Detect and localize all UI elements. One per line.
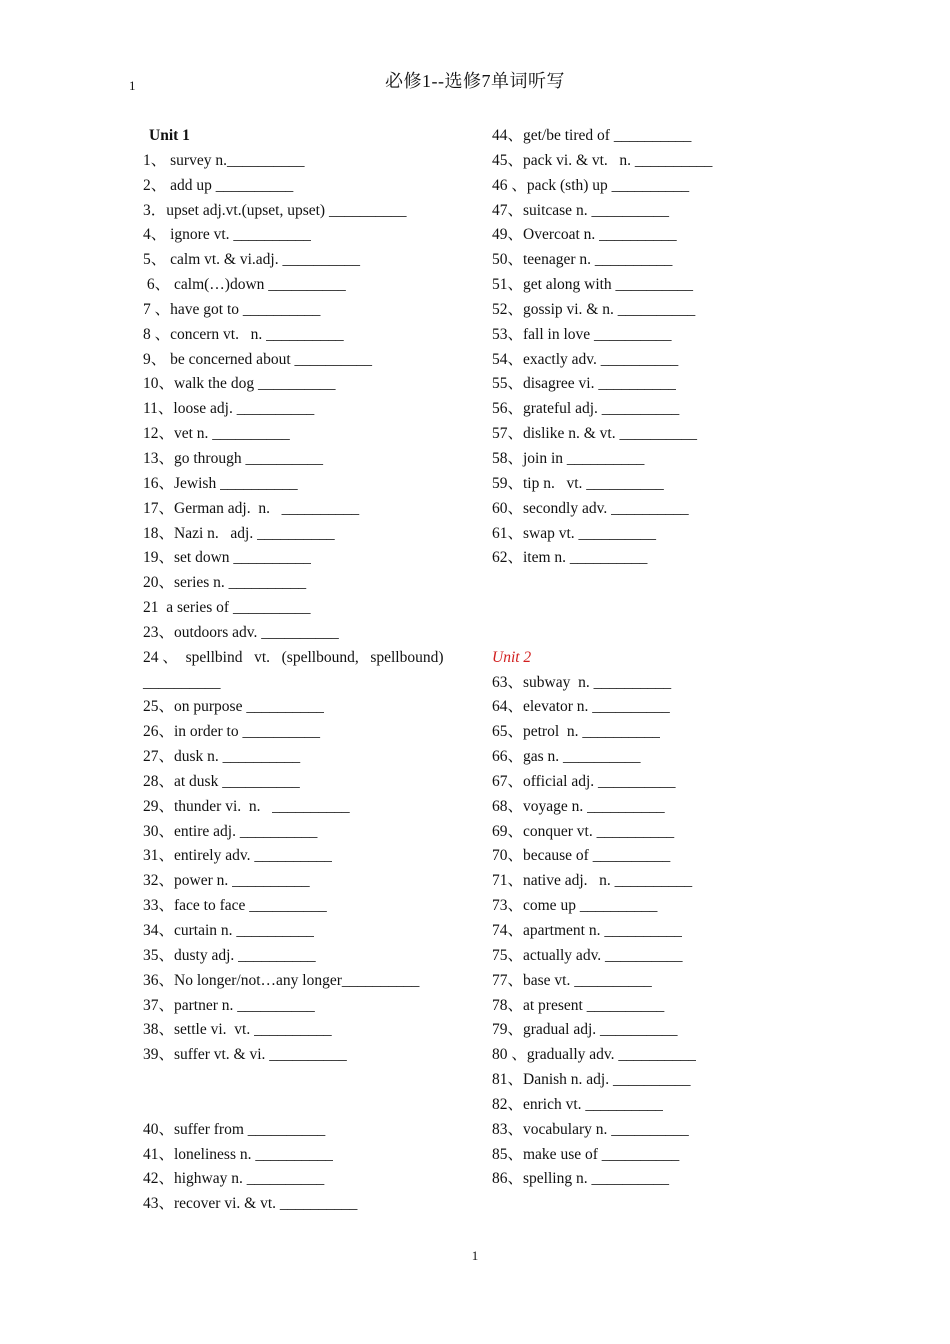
vocab-item: 17、German adj. n. __________ <box>143 499 360 517</box>
vocab-item: 47、suitcase n. __________ <box>492 201 669 219</box>
vocab-item: 2、 add up __________ <box>143 176 294 194</box>
vocab-item: 7 、have got to __________ <box>143 300 321 318</box>
spacer <box>143 1068 473 1118</box>
vocab-item: 61、swap vt. __________ <box>492 524 657 542</box>
vocab-item: 82、enrich vt. __________ <box>492 1095 663 1113</box>
vocab-item: 33、face to face __________ <box>143 897 327 915</box>
spacer <box>492 571 822 621</box>
vocab-item: 75、actually adv. __________ <box>492 946 683 964</box>
vocab-item: 9、 be concerned about __________ <box>143 350 372 368</box>
vocab-item: 63、subway n. __________ <box>492 673 672 691</box>
vocab-item: 78、at present __________ <box>492 996 665 1014</box>
vocab-item: 66、gas n. __________ <box>492 748 641 766</box>
vocab-item: 64、elevator n. __________ <box>492 698 670 716</box>
vocab-item: 46 、pack (sth) up __________ <box>492 176 690 194</box>
vocab-item: 60、secondly adv. __________ <box>492 499 689 517</box>
vocab-item: 59、tip n. vt. __________ <box>492 474 664 492</box>
vocab-item: 56、grateful adj. __________ <box>492 400 680 418</box>
vocab-item: 35、dusty adj. __________ <box>143 946 316 964</box>
vocab-item: 77、base vt. __________ <box>492 971 652 989</box>
vocab-item: 16、Jewish __________ <box>143 474 298 492</box>
vocab-item: 3．upset adj.vt.(upset, upset) __________ <box>143 201 407 219</box>
page-number-top: 1 <box>129 78 136 93</box>
vocab-item: 55、disagree vi. __________ <box>492 375 676 393</box>
vocab-item: 65、petrol n. __________ <box>492 723 660 741</box>
vocab-item: 19、set down __________ <box>143 549 311 567</box>
vocab-item: 8 、concern vt. n. __________ <box>143 325 344 343</box>
vocab-item: 21 a series of __________ <box>143 599 311 617</box>
vocab-item: 86、spelling n. __________ <box>492 1170 669 1188</box>
vocab-item: 57、dislike n. & vt. __________ <box>492 425 697 443</box>
left-word-column <box>143 124 473 1217</box>
vocab-item: 30、entire adj. __________ <box>143 822 318 840</box>
vocab-item: 74、apartment n. __________ <box>492 922 682 939</box>
vocab-item: 38、settle vi. vt. __________ <box>143 1021 332 1039</box>
vocab-item: 37、partner n. __________ <box>143 996 315 1014</box>
vocab-item: 26、in order to __________ <box>143 723 320 741</box>
vocab-item: 44、get/be tired of __________ <box>492 127 692 144</box>
vocab-item: 83、vocabulary n. __________ <box>492 1120 689 1138</box>
vocab-item: 24 、 spellbind vt. (spellbound, spellbound) <box>143 648 444 666</box>
vocab-item: 18、Nazi n. adj. __________ <box>143 524 335 542</box>
vocab-item: 62、item n. __________ <box>492 549 648 567</box>
vocab-item: 27、dusk n. __________ <box>143 748 301 766</box>
vocab-item: 49、Overcoat n. __________ <box>492 226 677 244</box>
vocab-item: 71、native adj. n. __________ <box>492 872 693 890</box>
vocab-item: 70、because of __________ <box>492 847 671 865</box>
vocab-item: 51、get along with __________ <box>492 276 694 294</box>
vocab-item: 80 、gradually adv. __________ <box>492 1046 696 1064</box>
vocab-item: 25、on purpose __________ <box>143 698 324 716</box>
unit-heading: Unit 2 <box>492 648 532 666</box>
right-word-column <box>492 124 822 1192</box>
vocab-item: 53、fall in love __________ <box>492 325 672 343</box>
document-title: 必修1--选修7单词听写 <box>385 71 565 91</box>
vocab-item: __________ <box>143 673 221 691</box>
vocab-item: 67、official adj. __________ <box>492 772 676 790</box>
vocab-item: 1、 survey n.__________ <box>143 151 305 169</box>
vocab-item: 52、gossip vi. & n. __________ <box>492 300 696 318</box>
spacer <box>492 621 822 646</box>
vocab-item: 23、outdoors adv. __________ <box>143 623 339 641</box>
vocab-item: 40、suffer from __________ <box>143 1120 326 1138</box>
vocab-item: 79、gradual adj. __________ <box>492 1021 678 1039</box>
vocab-item: 81、Danish n. adj. __________ <box>492 1071 691 1089</box>
vocab-item: 13、go through __________ <box>143 449 323 467</box>
vocab-item: 31、entirely adv. __________ <box>143 847 332 865</box>
vocab-item: 11、loose adj. __________ <box>143 400 315 418</box>
vocab-item: 45、pack vi. & vt. n. __________ <box>492 151 713 169</box>
vocab-item: 10、walk the dog __________ <box>143 375 336 393</box>
vocab-item: 42、highway n. __________ <box>143 1170 325 1188</box>
vocab-item: 32、power n. __________ <box>143 872 310 890</box>
vocab-item: 36、No longer/not…any longer__________ <box>143 971 420 989</box>
vocab-item: 34、curtain n. __________ <box>143 922 314 939</box>
vocab-item: 28、at dusk __________ <box>143 772 300 790</box>
vocab-item: 41、loneliness n. __________ <box>143 1145 333 1163</box>
vocab-item: 68、voyage n. __________ <box>492 797 665 815</box>
vocab-item: 6、 calm(…)down __________ <box>143 276 346 294</box>
vocab-item: 5、 calm vt. & vi.adj. __________ <box>143 251 360 269</box>
vocab-item: 58、join in __________ <box>492 449 645 467</box>
vocab-item: 4、 ignore vt. __________ <box>143 226 311 244</box>
vocab-item: 20、series n. __________ <box>143 574 307 592</box>
vocab-item: 50、teenager n. __________ <box>492 251 673 269</box>
vocab-item: 73、come up __________ <box>492 897 658 915</box>
vocab-item: 85、make use of __________ <box>492 1145 680 1163</box>
vocab-item: 69、conquer vt. __________ <box>492 822 675 840</box>
vocab-item: 12、vet n. __________ <box>143 425 290 443</box>
vocab-item: 54、exactly adv. __________ <box>492 350 679 368</box>
unit-heading: Unit 1 <box>149 127 190 144</box>
vocab-item: 43、recover vi. & vt. __________ <box>143 1195 358 1213</box>
vocab-item: 39、suffer vt. & vi. __________ <box>143 1046 347 1064</box>
vocab-item: 29、thunder vi. n. __________ <box>143 797 350 815</box>
page-number-bottom: 1 <box>471 1248 479 1263</box>
